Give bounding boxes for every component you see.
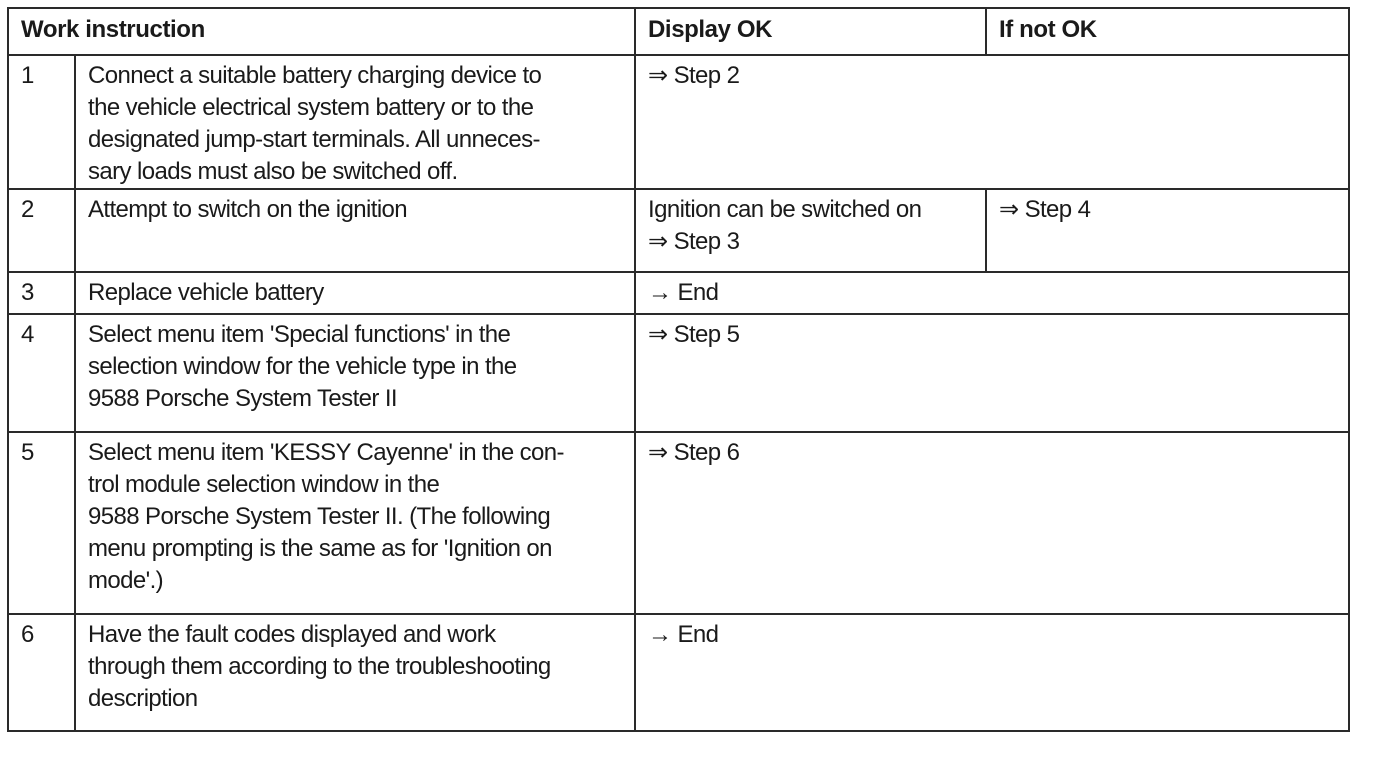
instruction-line: through them according to the troubleshooting	[88, 653, 551, 680]
instruction-line: selection window for the vehicle type in the	[88, 353, 517, 380]
instruction-line: Connect a suitable battery charging device to	[88, 62, 542, 89]
display-ok-line: ⇒ Step 3	[648, 228, 740, 255]
display-ok-cell: → End	[635, 614, 1349, 731]
step-instruction	[75, 432, 635, 614]
display-ok-cell: → End	[635, 272, 1349, 314]
display-ok-cell: ⇒ Step 6	[635, 432, 1349, 614]
instruction-line: designated jump-start terminals. All unneces-	[88, 126, 540, 153]
table-row	[8, 272, 1349, 314]
table-row	[8, 314, 1349, 432]
header-display-ok: Display OK	[635, 8, 986, 55]
step-number: 5	[8, 432, 75, 614]
instruction-line: Select menu item 'KESSY Cayenne' in the con-	[88, 439, 564, 466]
header-if-not-ok: If not OK	[986, 8, 1349, 55]
table-row	[8, 189, 1349, 272]
instruction-line: Attempt to switch on the ignition	[88, 196, 408, 223]
table-header-row	[8, 8, 1349, 55]
display-ok-cell: ⇒ Step 5	[635, 314, 1349, 432]
header-work-instruction: Work instruction	[8, 8, 635, 55]
instruction-line: menu prompting is the same as for 'Ignition on	[88, 535, 552, 562]
instruction-line: Select menu item 'Special functions' in the	[88, 321, 511, 348]
display-ok-cell: ⇒ Step 2	[635, 55, 1349, 189]
step-number: 1	[8, 55, 75, 189]
table-row	[8, 614, 1349, 731]
instruction-line: mode'.)	[88, 567, 164, 594]
step-number: 3	[8, 272, 75, 314]
instruction-line: trol module selection window in the	[88, 471, 440, 498]
instruction-line: the vehicle electrical system battery or to the	[88, 94, 534, 121]
step-instruction	[75, 314, 635, 432]
table-row	[8, 432, 1349, 614]
instruction-table-wrapper	[7, 7, 1350, 732]
instruction-line: 9588 Porsche System Tester II. (The following	[88, 503, 551, 530]
table-row	[8, 55, 1349, 189]
step-instruction	[75, 272, 635, 314]
instruction-line: description	[88, 685, 198, 712]
step-number: 6	[8, 614, 75, 731]
step-instruction	[75, 189, 635, 272]
if-not-ok-cell: ⇒ Step 4	[986, 189, 1349, 272]
instruction-line: 9588 Porsche System Tester II	[88, 385, 397, 412]
display-ok-cell	[635, 189, 986, 272]
instruction-line: sary loads must also be switched off.	[88, 158, 458, 185]
step-instruction	[75, 55, 635, 189]
work-instruction-table	[7, 7, 1350, 732]
instruction-line: Have the fault codes displayed and work	[88, 621, 496, 648]
step-number: 2	[8, 189, 75, 272]
step-instruction	[75, 614, 635, 731]
instruction-line: Replace vehicle battery	[88, 279, 324, 306]
display-ok-line: Ignition can be switched on	[648, 196, 922, 223]
step-number: 4	[8, 314, 75, 432]
